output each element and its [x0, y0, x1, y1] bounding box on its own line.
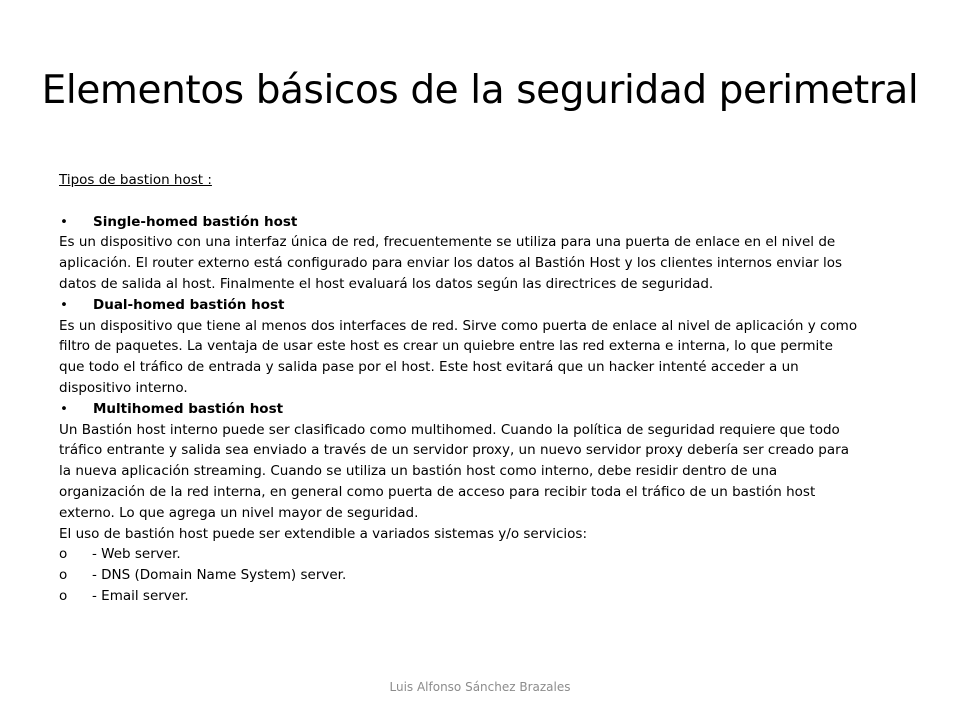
service-label: - Email server.: [92, 587, 189, 604]
service-item-email: [59, 586, 899, 607]
bullet-marker: •: [60, 400, 68, 417]
bullet-label: Dual-homed bastión host: [93, 296, 285, 313]
paragraph-line: aplicación. El router externo está configurado para enviar los datos al Bastión Host y los clientes internos enviar los: [59, 255, 843, 272]
sub-bullet-marker: o: [59, 587, 68, 604]
paragraph-line: Es un dispositivo con una interfaz única de red, frecuentemente se utiliza para una puerta de enlace en el nivel de: [59, 234, 836, 251]
paragraph-line: organización de la red interna, en general como puerta de acceso para recibir toda el tráfico de un bastión host: [59, 483, 816, 500]
bullet-marker: •: [60, 213, 68, 230]
paragraph-line: que todo el tráfico de entrada y salida pase por el host. Este host evitará que un hacker intenté acceder a un: [59, 359, 799, 376]
paragraph-line: tráfico entrante y salida sea enviado a través de un servidor proxy, un nuevo servidor proxy debería ser creado para: [59, 442, 849, 459]
paragraph-line: externo. Lo que agrega un nivel mayor de seguridad.: [59, 504, 419, 521]
slide-footer: Luis Alfonso Sánchez Brazales: [389, 680, 571, 694]
paragraph-line: dispositivo interno.: [59, 379, 188, 396]
service-item-dns: [59, 565, 899, 586]
bullet-dual-homed: [59, 295, 899, 316]
services-intro: El uso de bastión host puede ser extendible a variados sistemas y/o servicios:: [59, 525, 588, 542]
section-heading: Tipos de bastion host :: [59, 172, 212, 188]
paragraph-line: Un Bastión host interno puede ser clasificado como multihomed. Cuando la política de seguridad requiere que todo: [59, 421, 840, 438]
sub-bullet-marker: o: [59, 567, 68, 584]
service-item-web: [59, 544, 899, 565]
bullet-marker: •: [60, 296, 68, 313]
bullet-single-homed: [59, 212, 899, 233]
bullet-label: Single-homed bastión host: [93, 213, 298, 230]
bullet-multihomed: [59, 399, 899, 420]
bullet-label: Multihomed bastión host: [93, 400, 284, 417]
slide-body: [59, 170, 899, 607]
sub-bullet-marker: o: [59, 546, 68, 563]
paragraph-line: Es un dispositivo que tiene al menos dos interfaces de red. Sirve como puerta de enlace al nivel de aplicación y como: [59, 317, 858, 334]
spacer: [59, 191, 899, 212]
slide-title: Elementos básicos de la seguridad perimetral: [41, 68, 919, 113]
service-label: - Web server.: [92, 546, 181, 563]
paragraph-line: datos de salida al host. Finalmente el host evaluará los datos según las directrices de seguridad.: [59, 275, 714, 292]
service-label: - DNS (Domain Name System) server.: [92, 567, 347, 584]
paragraph-line: la nueva aplicación streaming. Cuando se utiliza un bastión host como interno, debe residir dentro de una: [59, 463, 778, 480]
paragraph-line: filtro de paquetes. La ventaja de usar este host es crear un quiebre entre las red externa e interna, lo que permite: [59, 338, 833, 355]
